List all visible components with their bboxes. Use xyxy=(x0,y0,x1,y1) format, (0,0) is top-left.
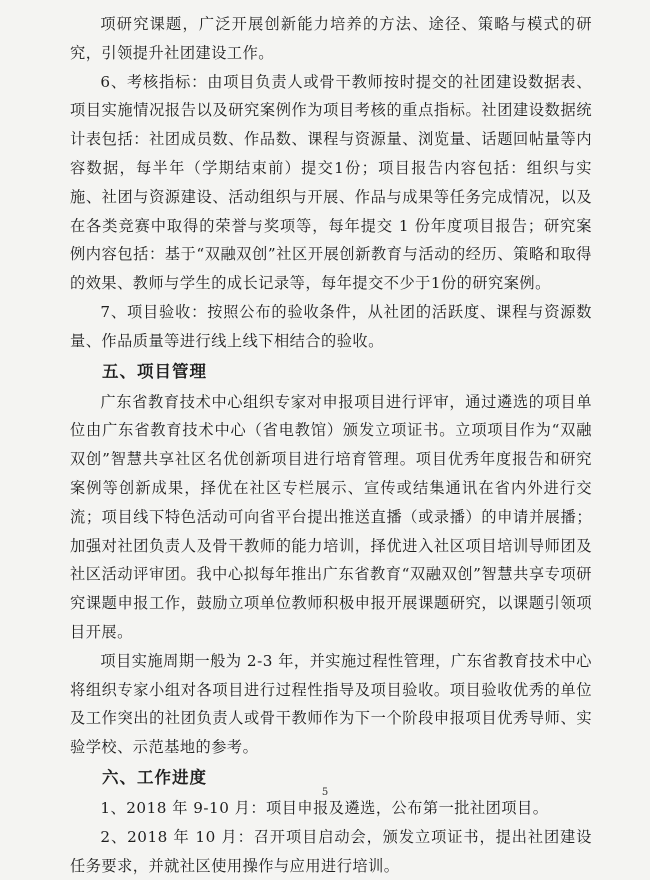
section-heading-project-management: 五、项目管理 xyxy=(102,361,207,381)
paragraph-research-topics: 项研究课题，广泛开展创新能力培养的方法、途径、策略与模式的研究，引领提升社团建设工作。 xyxy=(70,15,592,62)
section-heading-work-schedule: 六、工作进度 xyxy=(102,767,207,787)
paragraph-project-acceptance: 7、项目验收：按照公布的验收条件，从社团的活跃度、课程与资源数量、作品质量等进行线上线下相结合的验收。 xyxy=(70,302,592,350)
page-number: 5 xyxy=(321,787,329,798)
schedule-item-1: 1、2018 年 9-10 月：项目申报及遴选，公布第一批社团项目。 xyxy=(100,798,549,817)
paragraph-implementation-cycle: 项目实施周期一般为 2-3 年，并实施过程性管理，广东省教育技术中心将组织专家小组对各项目进行过程性指导及项目验收。项目验收优秀的单位及工作突出的社团负责人或骨干教师作为下一个阶段申报项目优秀导师、实验学校、示范基地的参考。 xyxy=(70,651,592,757)
paragraph-assessment-indicators: 6、考核指标：由项目负责人或骨干教师按时提交的社团建设数据表、项目实施情况报告以及研究案例作为项目考核的重点指标。社团建设数据统计表包括：社团成员数、作品数、课程与资源量、浏览量、话题回帖量等内容数据，每半年（学期结束前）提交1份；项目报告内容包括：组织与实施、社团与资源建设、活动组织与开展、作品与成果等任务完成情况，以及在各类竞赛中取得的荣誉与奖项等，每年提交 1 份年度项目报告；研究案例内容包括：基于“双融双创”社区开展创新教育与活动的经历、策略和取得的效果、教师与学生的成长记录等，每年提交不少于1份的研究案例。 xyxy=(70,72,592,293)
schedule-item-2: 2、2018 年 10 月：召开项目启动会，颁发立项证书，提出社团建设任务要求，并就社区使用操作与应用进行培训。 xyxy=(70,827,592,875)
paragraph-review-process: 广东省教育技术中心组织专家对申报项目进行评审，通过遴选的项目单位由广东省教育技术中心（省电教馆）颁发立项证书。立项项目作为“双融双创”智慧共享社区名优创新项目进行培育管理。项目优秀年度报告和研究案例等创新成果，择优在社区专栏展示、宣传或结集通讯在省内外进行交流；项目线下特色活动可向省平台提出推送直播（或录播）的申请并展播；加强对社团负责人及骨干教师的能力培训，择优进入社区项目培训导师团及社区活动评审团。我中心拟每年推出广东省教育“双融双创”智慧共享专项研究课题申报工作，鼓励立项单位教师积极申报开展课题研究，以课题引领项目开展。 xyxy=(70,392,592,641)
